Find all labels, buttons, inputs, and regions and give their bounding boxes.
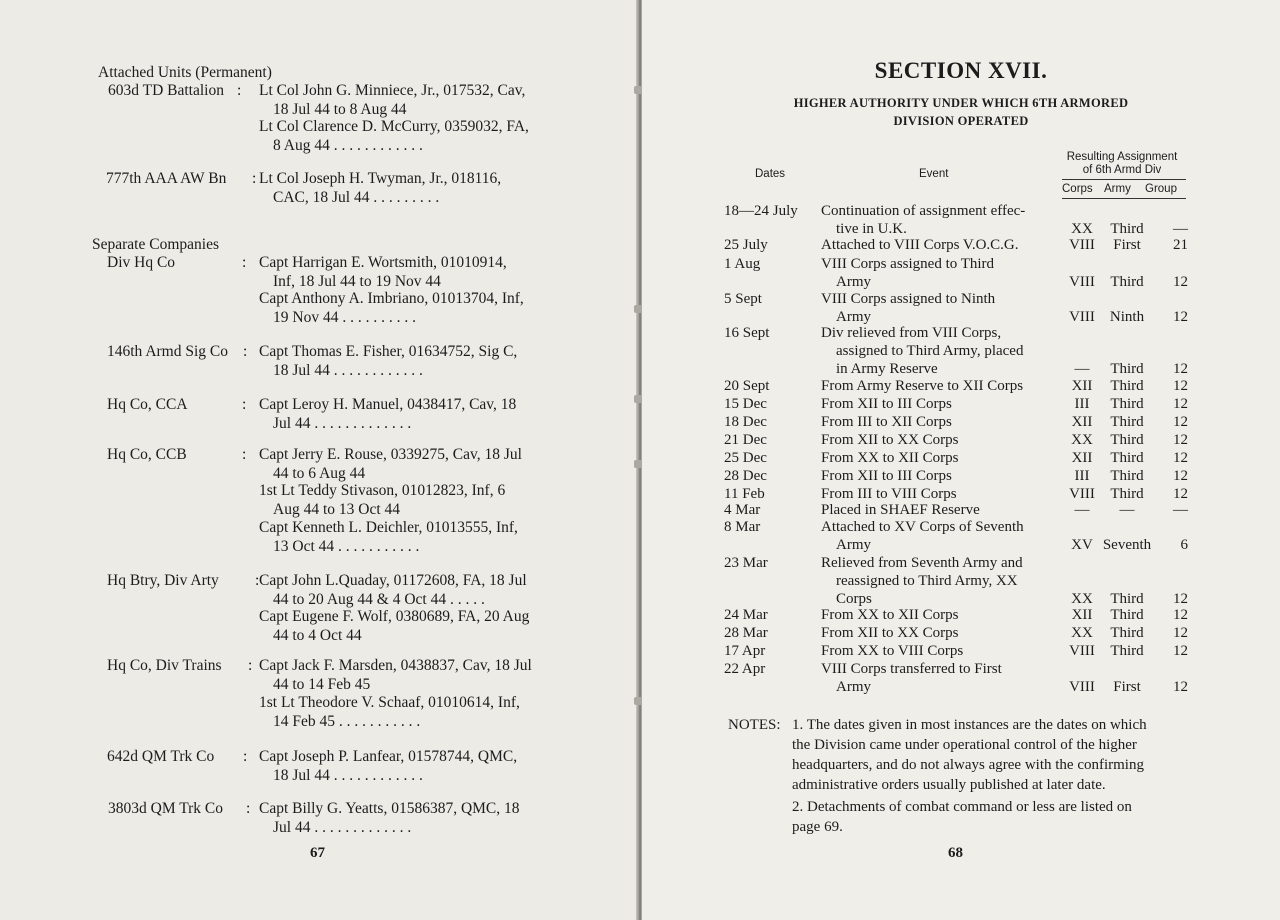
note-line: headquarters, and do not always agree with the confirming — [792, 757, 1144, 773]
row-date: 16 Sept — [724, 325, 770, 341]
row-event — [821, 236, 1053, 254]
row-date: 15 Dec — [724, 396, 767, 412]
header-corps: Corps — [1062, 183, 1093, 195]
unit-label: Div Hq Co — [107, 254, 176, 271]
officer-entry-line: 44 to 4 Oct 44 — [273, 626, 362, 644]
unit-separator: : — [242, 254, 247, 271]
row-date: 28 Dec — [724, 468, 767, 484]
page-number-left: 67 — [310, 845, 325, 861]
officer-entry — [259, 482, 505, 519]
row-army: Third — [1110, 591, 1144, 607]
row-army: Third — [1110, 221, 1144, 237]
officer-entry — [259, 254, 507, 291]
row-event-line: From III to VIII Corps — [821, 486, 957, 502]
officer-entry — [259, 396, 516, 433]
officer-entry-line: 18 Jul 44 . . . . . . . . . . . . — [273, 361, 423, 379]
row-event-line: From Army Reserve to XII Corps — [821, 378, 1024, 394]
row-corps: VIII — [1069, 643, 1095, 659]
row-corps: XII — [1071, 450, 1093, 466]
officer-entry — [259, 290, 524, 327]
row-group: 12 — [1173, 396, 1188, 412]
officer-entry-line: 44 to 20 Aug 44 & 4 Oct 44 . . . . . — [273, 590, 485, 608]
row-event-line: Attached to VIII Corps V.O.C.G. — [821, 237, 1019, 253]
row-event — [821, 202, 1053, 238]
row-date: 21 Dec — [724, 432, 767, 448]
officer-entry-line: Capt Anthony A. Imbriano, 01013704, Inf, — [259, 290, 524, 307]
row-event — [821, 467, 1053, 485]
row-corps: XV — [1071, 537, 1093, 553]
officer-entry — [259, 82, 525, 119]
row-army: Third — [1110, 643, 1144, 659]
right-page — [642, 0, 1280, 920]
officer-entry-line: Capt Eugene F. Wolf, 0380689, FA, 20 Aug — [259, 608, 530, 625]
row-event-line: Relieved from Seventh Army and — [821, 555, 1023, 571]
row-corps: III — [1074, 396, 1090, 412]
row-group: 12 — [1173, 361, 1188, 377]
header-dates: Dates — [755, 168, 786, 180]
row-event-line: Army — [836, 274, 871, 290]
row-event — [821, 606, 1053, 624]
section-title: SECTION XVII. — [874, 58, 1048, 83]
row-army: Third — [1110, 396, 1144, 412]
row-army: Third — [1110, 607, 1144, 623]
row-corps: XX — [1071, 625, 1093, 641]
row-group: 12 — [1173, 432, 1188, 448]
officer-entry-line: Aug 44 to 13 Oct 44 — [273, 500, 401, 518]
unit-label: 3803d QM Trk Co — [108, 800, 223, 817]
officer-entry — [259, 572, 527, 609]
officer-entry-line: Jul 44 . . . . . . . . . . . . . — [273, 818, 412, 836]
officer-entry-line: Lt Col Joseph H. Twyman, Jr., 018116, — [259, 170, 502, 187]
row-event-line: VIII Corps assigned to Ninth — [821, 291, 996, 307]
officer-entry-line: 19 Nov 44 . . . . . . . . . . — [273, 308, 416, 326]
row-group: 12 — [1173, 625, 1188, 641]
officer-entry-line: Capt Kenneth L. Deichler, 01013555, Inf, — [259, 519, 518, 536]
row-event-line: From XII to XX Corps — [821, 432, 959, 448]
unit-separator: : — [237, 82, 242, 99]
unit-separator: : — [242, 396, 247, 413]
row-group: 12 — [1173, 679, 1188, 695]
row-army: Third — [1110, 361, 1144, 377]
officer-entry — [259, 118, 529, 155]
officer-entry-line: Capt Thomas E. Fisher, 01634752, Sig C, — [259, 343, 518, 360]
row-army: First — [1113, 679, 1141, 695]
page-number-right: 68 — [948, 845, 963, 861]
row-army: Third — [1110, 432, 1144, 448]
officer-entry-line: Capt Billy G. Yeatts, 01586387, QMC, 18 — [259, 800, 520, 817]
row-date: 1 Aug — [724, 256, 761, 272]
row-group: 12 — [1173, 378, 1188, 394]
row-date: 23 Mar — [724, 555, 768, 571]
row-corps: VIII — [1069, 309, 1095, 325]
row-corps: VIII — [1069, 486, 1095, 502]
note-line: the Division came under operational control of the higher — [792, 737, 1137, 753]
row-event — [821, 377, 1053, 395]
row-date: 17 Apr — [724, 643, 766, 659]
unit-separator: : — [243, 748, 248, 765]
row-corps: III — [1074, 468, 1090, 484]
row-army: Ninth — [1109, 309, 1145, 325]
officer-entry-line: Capt Jerry E. Rouse, 0339275, Cav, 18 Jul — [259, 446, 522, 463]
row-event-line: tive in U.K. — [836, 221, 907, 237]
officer-entry-line: 8 Aug 44 . . . . . . . . . . . . — [273, 136, 423, 154]
row-date: 24 Mar — [724, 607, 768, 623]
unit-label: Hq Co, CCB — [107, 446, 187, 463]
header-event: Event — [919, 168, 949, 180]
officer-entry-line: 13 Oct 44 . . . . . . . . . . . — [273, 537, 420, 555]
row-group: 12 — [1173, 643, 1188, 659]
unit-label: 603d TD Battalion — [108, 82, 224, 99]
officer-entry — [259, 446, 522, 483]
unit-label: Hq Btry, Div Arty — [107, 572, 219, 589]
row-date: 11 Feb — [724, 486, 765, 502]
unit-label: 642d QM Trk Co — [107, 748, 215, 765]
row-event — [821, 324, 1053, 378]
row-corps: XX — [1071, 432, 1093, 448]
row-date: 28 Mar — [724, 625, 768, 641]
row-corps: XII — [1071, 378, 1093, 394]
row-corps: XII — [1071, 414, 1093, 430]
row-event-line: Army — [836, 679, 871, 695]
row-group: 12 — [1173, 607, 1188, 623]
header-army: Army — [1104, 183, 1131, 195]
row-army: Third — [1110, 274, 1144, 290]
row-group: 12 — [1173, 468, 1188, 484]
officer-entry-line: 18 Jul 44 to 8 Aug 44 — [273, 100, 407, 118]
attached-units-heading: Attached Units (Permanent) — [98, 64, 272, 81]
unit-label: Hq Co, CCA — [107, 396, 188, 413]
row-event-line: From XII to XX Corps — [821, 625, 959, 641]
row-group: 12 — [1173, 414, 1188, 430]
officer-entry-line: Lt Col John G. Minniece, Jr., 017532, Cav, — [259, 82, 526, 99]
row-event — [821, 290, 1053, 326]
row-event-line: VIII Corps assigned to Third — [821, 256, 995, 272]
officer-entry — [259, 608, 529, 645]
officer-entry-line: 44 to 6 Aug 44 — [273, 464, 366, 482]
officer-entry-line: Capt Jack F. Marsden, 0438837, Cav, 18 Jul — [259, 657, 532, 674]
row-event-line: From XX to VIII Corps — [821, 643, 964, 659]
note-2 — [792, 797, 1132, 837]
left-page — [0, 0, 638, 920]
row-event-line: From XII to III Corps — [821, 396, 952, 412]
row-event-line: assigned to Third Army, placed — [836, 343, 1024, 359]
row-army: Third — [1110, 450, 1144, 466]
officer-entry-line: 1st Lt Teddy Stivason, 01012823, Inf, 6 — [259, 482, 506, 499]
row-event-line: Army — [836, 537, 871, 553]
officer-entry-line: Jul 44 . . . . . . . . . . . . . — [273, 414, 412, 432]
note-line: 1. The dates given in most instances are the dates on which — [792, 717, 1147, 733]
row-event-line: reassigned to Third Army, XX — [836, 573, 1018, 589]
note-1 — [792, 715, 1147, 795]
row-event-line: From XX to XII Corps — [821, 607, 959, 623]
officer-entry — [259, 657, 532, 694]
row-event-line: Army — [836, 309, 871, 325]
unit-separator: : — [242, 446, 247, 463]
row-army: Third — [1110, 625, 1144, 641]
row-corps: XX — [1071, 591, 1093, 607]
header-group: Group — [1145, 183, 1177, 195]
row-event — [821, 413, 1053, 431]
row-date: 18 Dec — [724, 414, 767, 430]
row-army: First — [1113, 237, 1141, 253]
row-date: 25 July — [724, 237, 768, 253]
row-event-line: Placed in SHAEF Reserve — [821, 502, 980, 518]
row-group: — — [1173, 221, 1188, 237]
row-event-line: From III to XII Corps — [821, 414, 952, 430]
header-underline — [1062, 179, 1186, 180]
officer-entry — [259, 519, 518, 556]
row-event — [821, 660, 1053, 696]
row-event-line: Attached to XV Corps of Seventh — [821, 519, 1024, 535]
note-line: 2. Detachments of combat command or less are listed on — [792, 799, 1132, 815]
unit-separator: : — [243, 343, 248, 360]
officer-entry-line: CAC, 18 Jul 44 . . . . . . . . . — [273, 188, 440, 206]
row-event — [821, 395, 1053, 413]
row-corps: VIII — [1069, 679, 1095, 695]
row-corps: XX — [1071, 221, 1093, 237]
row-army: — — [1119, 502, 1135, 518]
notes-label: NOTES: — [728, 717, 781, 733]
row-event — [821, 255, 1053, 291]
row-date: 4 Mar — [724, 502, 761, 518]
row-army: Third — [1110, 486, 1144, 502]
officer-entry-line: Capt Harrigan E. Wortsmith, 01010914, — [259, 254, 507, 271]
officer-entry-line: Inf, 18 Jul 44 to 19 Nov 44 — [273, 272, 441, 290]
officer-entry — [259, 343, 517, 380]
row-event-line: From XII to III Corps — [821, 468, 952, 484]
officer-entry-line: 1st Lt Theodore V. Schaaf, 01010614, Inf, — [259, 694, 520, 711]
officer-entry-line: 44 to 14 Feb 45 — [273, 675, 371, 693]
officer-entry-line: Capt John L.Quaday, 01172608, FA, 18 Jul — [259, 572, 527, 589]
unit-separator: : — [255, 572, 260, 589]
row-event-line: Corps — [836, 591, 872, 607]
officer-entry — [259, 748, 517, 785]
row-group: 12 — [1173, 591, 1188, 607]
row-date: 22 Apr — [724, 661, 766, 677]
unit-separator: : — [252, 170, 257, 187]
row-date: 5 Sept — [724, 291, 762, 307]
officer-entry-line: Capt Leroy H. Manuel, 0438417, Cav, 18 — [259, 396, 517, 413]
row-group: 12 — [1173, 450, 1188, 466]
row-date: 8 Mar — [724, 519, 761, 535]
row-event — [821, 624, 1053, 642]
row-event-line: Div relieved from VIII Corps, — [821, 325, 1002, 341]
officer-entry — [259, 800, 520, 837]
section-subtitle-line-1: HIGHER AUTHORITY UNDER WHICH 6TH ARMORED — [793, 96, 1129, 110]
separate-companies-heading: Separate Companies — [92, 236, 219, 253]
row-event — [821, 642, 1053, 660]
unit-separator: : — [246, 800, 251, 817]
row-group: — — [1173, 502, 1188, 518]
section-subtitle-line-2: DIVISION OPERATED — [893, 114, 1029, 128]
row-group: 12 — [1173, 309, 1188, 325]
row-corps: — — [1074, 361, 1090, 377]
row-corps: VIII — [1069, 274, 1095, 290]
officer-entry-line: Lt Col Clarence D. McCurry, 0359032, FA, — [259, 118, 529, 135]
row-army: Third — [1110, 378, 1144, 394]
unit-label: 146th Armd Sig Co — [107, 343, 229, 360]
row-date: 18—24 July — [724, 203, 798, 219]
unit-label: 777th AAA AW Bn — [106, 170, 227, 187]
row-event — [821, 518, 1053, 554]
row-corps: XII — [1071, 607, 1093, 623]
row-event-line: in Army Reserve — [836, 361, 938, 377]
header-bottom-rule — [1062, 198, 1186, 199]
row-group: 12 — [1173, 486, 1188, 502]
officer-entry-line: 18 Jul 44 . . . . . . . . . . . . — [273, 766, 423, 784]
officer-entry-line: 14 Feb 45 . . . . . . . . . . . — [273, 712, 421, 730]
row-event — [821, 449, 1053, 467]
row-event-line: From XX to XII Corps — [821, 450, 959, 466]
row-group: 6 — [1180, 537, 1188, 553]
unit-label: Hq Co, Div Trains — [107, 657, 222, 674]
note-line: page 69. — [792, 819, 843, 835]
row-event — [821, 431, 1053, 449]
row-corps: VIII — [1069, 237, 1095, 253]
row-date: 20 Sept — [724, 378, 770, 394]
officer-entry-line: Capt Joseph P. Lanfear, 01578744, QMC, — [259, 748, 518, 765]
row-army: Third — [1110, 414, 1144, 430]
officer-entry — [259, 694, 520, 731]
row-army: Seventh — [1102, 537, 1152, 553]
row-event-line: VIII Corps transferred to First — [821, 661, 1002, 677]
row-event-line: Continuation of assignment effec- — [821, 203, 1026, 219]
row-group: 21 — [1173, 237, 1188, 253]
row-group: 12 — [1173, 274, 1188, 290]
header-of-6th-armd-div: of 6th Armd Div — [1082, 164, 1162, 176]
row-event — [821, 554, 1053, 608]
row-army: Third — [1110, 468, 1144, 484]
row-corps: — — [1074, 502, 1090, 518]
row-event — [821, 501, 1053, 519]
unit-separator: : — [248, 657, 253, 674]
row-date: 25 Dec — [724, 450, 767, 466]
note-line: administrative orders usually published at later date. — [792, 777, 1106, 793]
officer-entry — [259, 170, 501, 207]
header-resulting-assignment: Resulting Assignment — [1066, 151, 1178, 163]
